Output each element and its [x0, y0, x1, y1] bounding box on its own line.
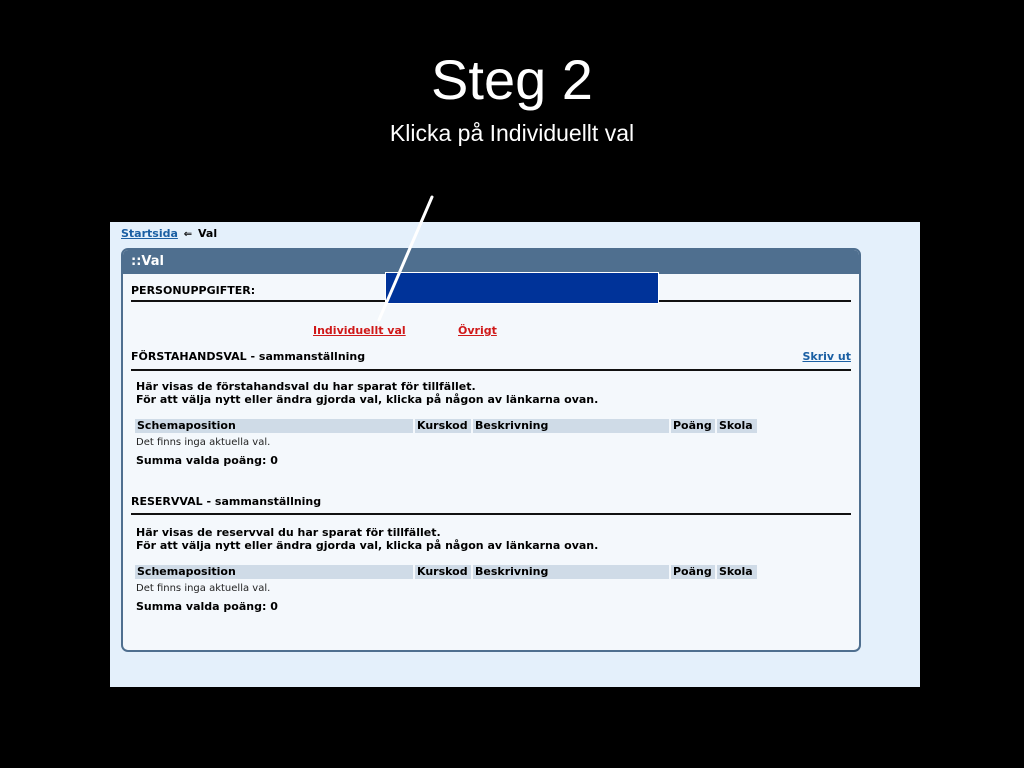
other-link[interactable]: Övrigt [458, 324, 497, 337]
breadcrumb-arrow-icon: ⇐ [183, 229, 193, 240]
column-kurskod: Kurskod [415, 419, 471, 433]
column-schemaposition: Schemaposition [135, 419, 413, 433]
first-choice-info-1: Här visas de förstahandsval du har sparat för tillfället. [136, 380, 476, 393]
breadcrumb-current: Val [197, 227, 218, 240]
individual-choice-link[interactable]: Individuellt val [313, 324, 406, 337]
slide-subtitle: Klicka på Individuellt val [389, 120, 635, 146]
column-schemaposition: Schemaposition [135, 565, 413, 579]
divider [131, 369, 851, 371]
app-screenshot [110, 222, 920, 687]
column-beskrivning: Beskrivning [473, 419, 669, 433]
first-choice-info-2: För att välja nytt eller ändra gjorda val, klicka på någon av länkarna ovan. [136, 393, 599, 406]
divider [131, 513, 851, 515]
reserve-choice-title: RESERVVAL - sammanställning [131, 495, 322, 508]
slide-title: Steg 2 [431, 48, 593, 111]
print-link[interactable]: Skriv ut [802, 350, 851, 363]
first-choice-empty-text: Det finns inga aktuella val. [136, 437, 271, 448]
person-section-title: PERSONUPPGIFTER: [131, 284, 256, 297]
breadcrumb-home-link[interactable]: Startsida [121, 227, 178, 240]
column-beskrivning: Beskrivning [473, 565, 669, 579]
first-choice-table-header [135, 419, 755, 433]
panel-title: ::Val [123, 250, 859, 274]
column-skola: Skola [717, 565, 757, 579]
reserve-choice-info-1: Här visas de reservval du har sparat för tillfället. [136, 526, 441, 539]
first-choice-title: FÖRSTAHANDSVAL - sammanställning [131, 350, 366, 363]
first-choice-sum: Summa valda poäng: 0 [136, 454, 278, 467]
breadcrumb [121, 227, 217, 240]
val-panel [121, 248, 861, 652]
reserve-choice-empty-text: Det finns inga aktuella val. [136, 583, 271, 594]
column-skola: Skola [717, 419, 757, 433]
reserve-choice-info-2: För att välja nytt eller ändra gjorda val, klicka på någon av länkarna ovan. [136, 539, 599, 552]
reserve-choice-table-header [135, 565, 755, 579]
column-poang: Poäng [671, 565, 715, 579]
column-poang: Poäng [671, 419, 715, 433]
column-kurskod: Kurskod [415, 565, 471, 579]
redacted-box [385, 272, 659, 304]
reserve-choice-sum: Summa valda poäng: 0 [136, 600, 278, 613]
